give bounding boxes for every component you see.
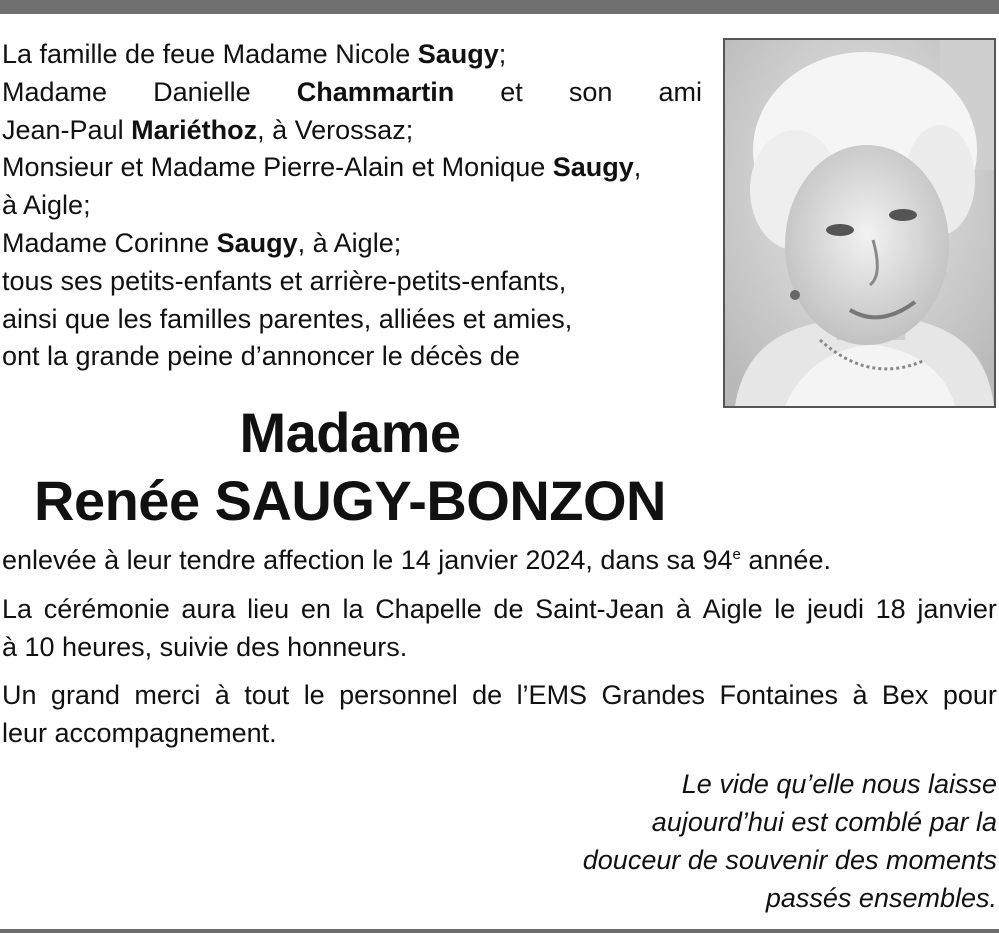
memorial-quote bbox=[583, 765, 997, 917]
ceremony-word: Saint-Jean bbox=[535, 594, 665, 624]
announcement-text: enlevée à leur tendre affection le 14 janvier 2024, dans sa 94 bbox=[2, 545, 733, 575]
portrait-illustration bbox=[725, 40, 994, 406]
ordinal-suffix: e bbox=[732, 546, 741, 563]
ceremony-word: lieu bbox=[247, 594, 290, 624]
family-text: Madame Corinne bbox=[2, 227, 217, 258]
ceremony-word: à bbox=[675, 594, 691, 624]
quote-line: passés ensembles. bbox=[765, 883, 997, 913]
family-surname: Saugy bbox=[552, 152, 634, 183]
family-text: Monsieur et Madame Pierre-Alain et Monique bbox=[2, 152, 553, 183]
family-word: ami bbox=[658, 76, 702, 107]
family-list bbox=[2, 36, 702, 376]
thanks-word: grand bbox=[50, 680, 120, 710]
ceremony-word: en bbox=[300, 594, 331, 624]
family-word: son bbox=[568, 76, 613, 107]
family-text: , bbox=[633, 152, 642, 183]
announcement-date bbox=[2, 541, 997, 579]
ceremony-word: la bbox=[342, 594, 364, 624]
thanks-word: le bbox=[303, 680, 325, 710]
deceased-name-block bbox=[0, 398, 700, 534]
thanks-line-2: leur accompagnement. bbox=[2, 718, 277, 748]
ceremony-word: aura bbox=[181, 594, 236, 624]
portrait-photo bbox=[723, 38, 996, 408]
ceremony-word: cérémonie bbox=[43, 594, 170, 624]
family-text: ; bbox=[498, 39, 507, 69]
ceremony-word: Aigle bbox=[702, 594, 763, 624]
thanks-word: personnel bbox=[339, 680, 458, 710]
thanks-word: merci bbox=[134, 680, 201, 710]
thanks-word: Bex bbox=[881, 680, 929, 710]
thanks-word: de bbox=[472, 680, 503, 710]
family-text: La famille de feue Madame Nicole bbox=[2, 39, 418, 69]
ceremony-line-1 bbox=[2, 590, 997, 628]
family-line-3 bbox=[2, 112, 702, 150]
ceremony-word: Chapelle bbox=[375, 594, 482, 624]
quote-line: douceur de souvenir des moments bbox=[582, 845, 997, 875]
thanks-word: pour bbox=[942, 680, 997, 710]
family-line-5: à Aigle; bbox=[2, 190, 91, 221]
family-line-7: tous ses petits-enfants et arrière-petits-enfants, bbox=[2, 265, 567, 296]
family-line-2 bbox=[2, 74, 702, 112]
family-line-9: ont la grande peine d’annoncer le décès de bbox=[2, 341, 520, 372]
ceremony-paragraph bbox=[2, 590, 997, 666]
ceremony-word: 18 bbox=[875, 594, 906, 624]
ceremony-word: jeudi bbox=[806, 594, 864, 624]
thanks-word: Grandes bbox=[601, 680, 706, 710]
thanks-line-1 bbox=[2, 676, 997, 714]
thanks-word: tout bbox=[244, 680, 290, 710]
thanks-word: à bbox=[214, 680, 230, 710]
bottom-rule bbox=[0, 929, 999, 933]
deceased-full-name: Renée SAUGY-BONZON bbox=[34, 469, 666, 532]
family-surname: Mariéthoz bbox=[131, 114, 258, 145]
family-text: Jean-Paul bbox=[2, 114, 132, 145]
thanks-word: l’EMS bbox=[516, 680, 588, 710]
family-line-8: ainsi que les familles parentes, alliées et amies, bbox=[2, 303, 573, 334]
family-text: , à Aigle; bbox=[297, 227, 402, 258]
ceremony-word: de bbox=[493, 594, 524, 624]
ceremony-word: La bbox=[2, 594, 33, 624]
family-surname: Saugy bbox=[417, 39, 499, 69]
announcement-text: année. bbox=[740, 545, 831, 575]
ceremony-line-2: à 10 heures, suivie des honneurs. bbox=[2, 632, 408, 662]
thanks-word: Fontaines bbox=[719, 680, 839, 710]
thanks-word: Un bbox=[2, 680, 37, 710]
quote-line: aujourd’hui est comblé par la bbox=[651, 807, 997, 837]
ceremony-word: janvier bbox=[917, 594, 997, 624]
ceremony-word: le bbox=[774, 594, 796, 624]
top-rule bbox=[0, 0, 999, 14]
thanks-word: à bbox=[852, 680, 868, 710]
family-line-1 bbox=[2, 36, 702, 74]
quote-line: Le vide qu’elle nous laisse bbox=[681, 769, 997, 799]
family-word: Madame bbox=[2, 76, 108, 107]
family-surname: Chammartin bbox=[296, 76, 455, 107]
family-word: et bbox=[500, 76, 523, 107]
thanks-paragraph bbox=[2, 676, 997, 752]
deceased-title: Madame bbox=[239, 401, 461, 464]
family-line-6 bbox=[2, 225, 702, 263]
family-line-4 bbox=[2, 149, 702, 187]
family-surname: Saugy bbox=[216, 227, 298, 258]
family-text: , à Verossaz; bbox=[257, 114, 414, 145]
family-word: Danielle bbox=[153, 76, 251, 107]
